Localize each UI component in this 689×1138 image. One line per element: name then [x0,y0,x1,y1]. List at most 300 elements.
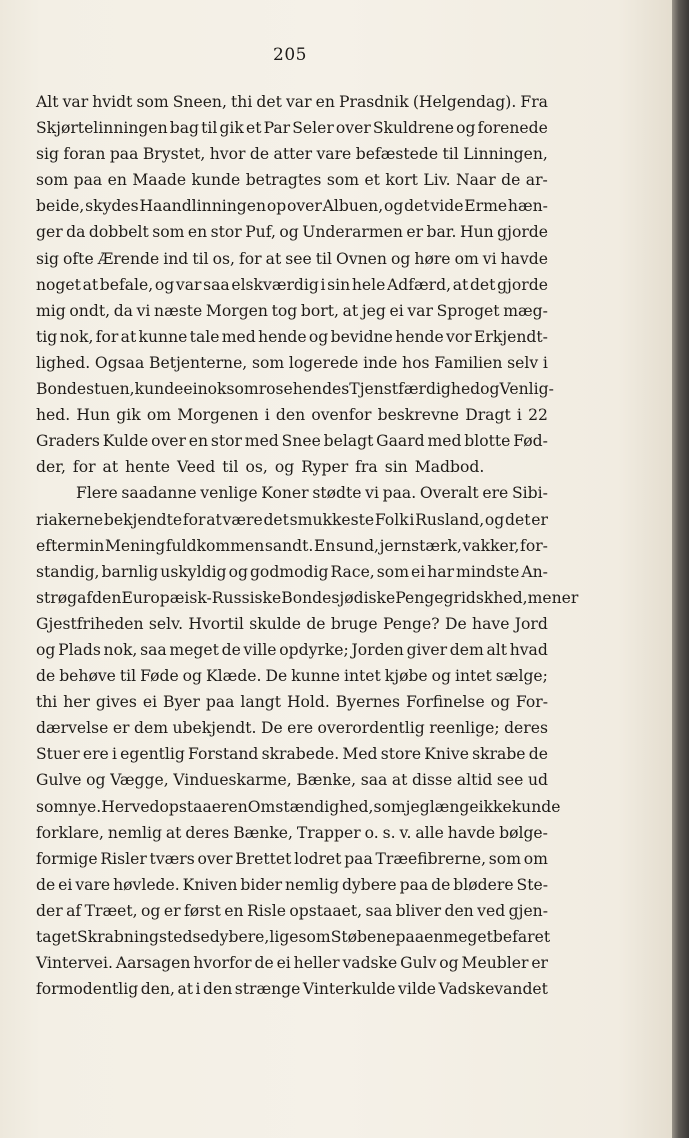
word: Par [263,119,291,138]
word: stedse [158,928,210,946]
word: for [95,327,119,346]
word: saadanne [121,484,197,503]
word: i [409,510,415,529]
word: Underarmen [302,223,403,242]
word: havde [447,823,496,842]
text-line [36,950,548,976]
word: er [561,588,579,607]
word: om [146,406,172,425]
word: og [480,380,500,399]
word: var [62,93,89,111]
word: er [531,510,548,529]
word: Aarsagen [115,954,191,973]
word: min [74,536,105,555]
word: hvad [509,640,548,659]
word: og [228,562,248,581]
word: ligesom [269,928,331,946]
word: Morgenen [177,406,259,425]
word: tværs [149,849,195,868]
word: og [182,667,203,686]
word: Bondestuen, [36,380,135,399]
text-line [36,167,548,193]
word: et [364,171,380,190]
word: ved [477,901,506,920]
word: Hun [459,223,494,242]
word: For- [515,693,548,712]
word: strøg [36,588,78,607]
word: kunne [291,667,341,686]
word: til [119,667,137,686]
word: som [36,797,69,816]
word: dem [449,640,484,659]
word: overordentlig [317,719,425,738]
word: kunne [138,327,188,346]
word: for [182,510,206,529]
word: en [187,223,208,242]
word: og [490,693,510,712]
word: ondt, [69,301,111,320]
word: var [407,301,433,320]
word: Forstand [188,745,259,764]
word: kunde [511,797,561,816]
word: er [531,954,548,973]
word: der [36,901,63,920]
word: at [391,771,408,790]
word: An- [521,562,548,581]
word: De [260,719,283,738]
word: at [177,980,194,999]
word: paa. [382,484,417,503]
text-line [36,898,548,924]
word: over [286,197,322,216]
word: og [274,458,295,477]
word: som [152,223,185,242]
word: paa [109,145,139,164]
word: noget [36,275,81,294]
word: op [266,197,287,216]
word: her [63,693,90,712]
word: skulde [249,614,301,633]
word: have [472,614,510,633]
word: s. [382,823,396,842]
word: efter [36,536,74,555]
word: vadske [342,954,398,973]
word: er [406,223,424,242]
word: Ogsaa [94,353,145,372]
word: Hun [76,406,111,425]
word: vilde [398,980,437,999]
text-line [36,820,548,846]
word: os, [212,249,235,268]
word: Koner [261,484,309,503]
word: Knive [424,745,469,764]
word: at [165,823,182,842]
text-line [36,272,548,298]
word: en [224,901,244,920]
word: Støbene [330,928,396,946]
word: hvidt [92,93,133,111]
word: Træet, [84,901,138,920]
word: til [315,249,333,268]
word: Ovnen [336,249,387,268]
text-line [36,741,548,767]
word: sin [384,458,408,477]
word: nok, [103,640,138,659]
word: over [335,119,371,138]
word: altid [456,771,493,790]
word: deres [504,719,548,738]
word: at [102,458,119,477]
word: gik [116,406,141,425]
word: ud [527,771,548,790]
word: (Helgendag). [412,93,517,111]
text-line [36,402,548,428]
text-line [36,924,551,950]
word: kunde [134,380,184,399]
word: med [427,432,462,451]
word: ind [163,249,189,268]
text-line [36,976,548,1002]
word: Penge? [382,614,440,633]
word: Tjenstfærdighed [349,380,481,399]
word: Med [342,745,378,764]
word: fuldkommen [165,536,265,555]
word: Brystet, [142,145,206,164]
word: En [313,536,336,555]
word: ei [183,380,198,399]
word: Sneen, [172,93,227,111]
word: og [279,223,299,242]
word: Familien [434,353,503,372]
word: Gjestfriheden [36,614,144,633]
word: alle [415,823,444,842]
word: behøve [59,667,116,686]
word: at [265,249,282,268]
word: Pengegridskhed, [395,588,528,607]
word: mindste [456,562,520,581]
word: Byer [163,693,200,712]
word: Rusland, [415,510,485,529]
word: gives [95,693,137,712]
word: thi [231,93,253,111]
word: formodentlig [36,980,139,999]
word: sig [36,249,59,268]
word: fra [355,458,378,477]
word: saa [365,901,393,920]
word: strænge [234,980,301,999]
text-line [36,376,554,402]
word: mæg- [503,301,548,320]
text-line [36,115,548,141]
word: ere [482,484,509,503]
word: Naar [456,171,496,190]
word: Gulv [400,954,437,973]
text-line [36,298,548,324]
word: det [404,197,430,216]
word: skydes [85,197,139,216]
word: Overalt [419,484,479,503]
word: gjorde [497,223,548,242]
word: Stuer [36,745,80,764]
word: kort [385,171,418,190]
word: selv. [148,614,184,633]
word: Bondes [281,588,340,607]
word: Forfinelse [405,693,485,712]
word: længe [429,797,479,816]
word: Vægge, [110,771,169,790]
word: en [315,93,335,111]
word: vare [316,145,352,164]
word: Mening [104,536,166,555]
word: Plads [58,640,101,659]
text-line [36,324,548,350]
word: paa [73,171,103,190]
word: Klæde. [206,667,262,686]
word: meget [443,928,493,946]
word: bevidne [330,327,393,346]
word: Vadskevandet [438,980,548,999]
word: ei [142,693,158,712]
word: skrabe [472,745,526,764]
text-line [36,715,548,741]
word: dybere, [209,928,270,946]
word: Hvortil [188,614,244,633]
word: som [136,93,169,111]
word: over [151,432,186,451]
word: bruge [330,614,378,633]
word: som [373,797,406,816]
word: og [383,197,404,216]
word: den, [140,980,175,999]
word: see [496,771,524,790]
word: paa [399,875,429,894]
word: Bænke, [296,771,357,790]
word: opstaaer [159,797,229,816]
word: Fød- [513,432,548,451]
word: gjorde [497,275,548,294]
word: men [527,588,562,607]
word: giver [406,640,448,659]
word: vi [482,249,497,268]
word: kunde [191,171,241,190]
word: os, [245,458,268,477]
word: sig [36,145,59,164]
word: var [285,93,312,111]
word: som [488,849,521,868]
word: betragtes [245,171,322,190]
word: stor [210,223,242,242]
word: Risler [100,849,147,868]
word: Kniven [182,875,238,894]
word: dærvelse [36,719,109,738]
word: ville [243,640,277,659]
word: ei [276,954,291,973]
word: opdyrke; [279,640,349,659]
word: smukkeste [289,510,375,529]
word: vakker, [462,536,520,555]
word: Graders [36,432,100,451]
word: ar- [525,171,548,190]
word: heller [293,954,340,973]
word: saa [203,275,230,294]
word: elskværdig [231,275,319,294]
word: intet [344,667,381,686]
word: at [342,301,359,320]
word: vare [75,875,111,894]
word: bliver [395,901,442,920]
word: Byernes [335,693,401,712]
text-line [36,350,548,376]
word: dobbelt [88,223,149,242]
text-line [36,663,548,689]
word: Fra [520,93,548,111]
word: sælge; [495,667,548,686]
text-line [36,767,548,793]
word: vide [430,197,464,216]
word: og [439,954,459,973]
word: en [188,432,209,451]
word: nemlig [284,875,339,894]
word: saa [140,640,167,659]
word: saa [360,771,388,790]
word: som [376,562,409,581]
word: en [107,171,127,190]
word: taget [36,928,78,946]
word: hele [351,275,386,294]
word: bider [240,875,283,894]
word: med [244,432,279,451]
word: forklare, [36,823,104,842]
text-line [36,611,548,637]
word: sin [327,275,351,294]
word: lighed. [36,353,91,372]
word: havde [500,249,548,268]
word: og [86,771,106,790]
word: beskrevne [377,406,460,425]
word: befale, [99,275,154,294]
word: hendes [292,380,350,399]
word: at [120,327,137,346]
word: som [36,171,69,190]
word: Adfærd, [387,275,452,294]
word: ei [411,562,426,581]
word: paa [395,928,425,946]
word: vi [136,301,151,320]
word: Folk [374,510,409,529]
word: lodret [294,849,342,868]
word: godmodig [249,562,329,581]
word: ger [36,223,63,242]
text-line [36,559,548,585]
word: hed. [36,406,71,425]
word: deres [185,823,230,842]
word: befæstede [355,145,439,164]
text-line [36,219,548,245]
word: de [431,875,451,894]
word: sund, [335,536,380,555]
word: Risle [247,901,286,920]
word: Skuldrene [372,119,454,138]
word: af [66,901,82,920]
word: Trapper [296,823,361,842]
text-line [36,454,548,480]
word: den [444,901,474,920]
word: det [505,510,531,529]
word: var [175,275,202,294]
word: og [154,275,175,294]
word: med [221,327,256,346]
word: De [444,614,467,633]
word: og [36,640,56,659]
word: uskyldig [160,562,227,581]
text-line [36,533,548,559]
word: De [265,667,288,686]
word: blotte [464,432,511,451]
word: foran [63,145,106,164]
word: jeg [405,797,430,816]
text-line [36,846,548,872]
text-line [36,246,548,272]
word: og [431,667,452,686]
word: Erme [464,197,508,216]
word: Vindueskarme, [173,771,292,790]
word: de [306,614,326,633]
word: logerede [288,353,359,372]
word: som [326,171,360,190]
word: egentlig [120,745,185,764]
word: til [201,119,218,138]
word: det [263,510,289,529]
word: Gaard [376,432,425,451]
word: ei [389,301,404,320]
word: Skrabning [77,928,159,946]
word: Sibi- [511,484,548,503]
word: Herved [101,797,160,816]
body-text [36,89,579,1002]
text-line [36,193,548,219]
text-line [36,637,548,663]
text-line [36,794,561,820]
word: reenlige; [429,719,500,738]
word: nemlig [107,823,162,842]
word: tale [189,327,220,346]
word: jødiske [339,588,396,607]
word: v. [399,823,412,842]
word: Vintervei. [36,954,113,973]
word: noksom [197,380,259,399]
word: bølge- [499,823,548,842]
word: Træefibrerne, [375,849,487,868]
word: det [469,275,496,294]
word: store [380,745,422,764]
word: om [523,849,548,868]
text-line [36,585,579,611]
word: at [452,275,469,294]
word: om [454,249,479,268]
word: de [528,745,548,764]
word: og [484,510,505,529]
word: stor [210,432,242,451]
word: bekjendte [103,510,183,529]
word: Flere [76,484,118,503]
word: belagt [323,432,374,451]
word: næste [154,301,203,320]
word: være [222,510,263,529]
word: Dragt [465,406,511,425]
word: opstaaet, [289,901,363,920]
word: Hold. [286,693,330,712]
word: høvlede. [113,875,180,894]
